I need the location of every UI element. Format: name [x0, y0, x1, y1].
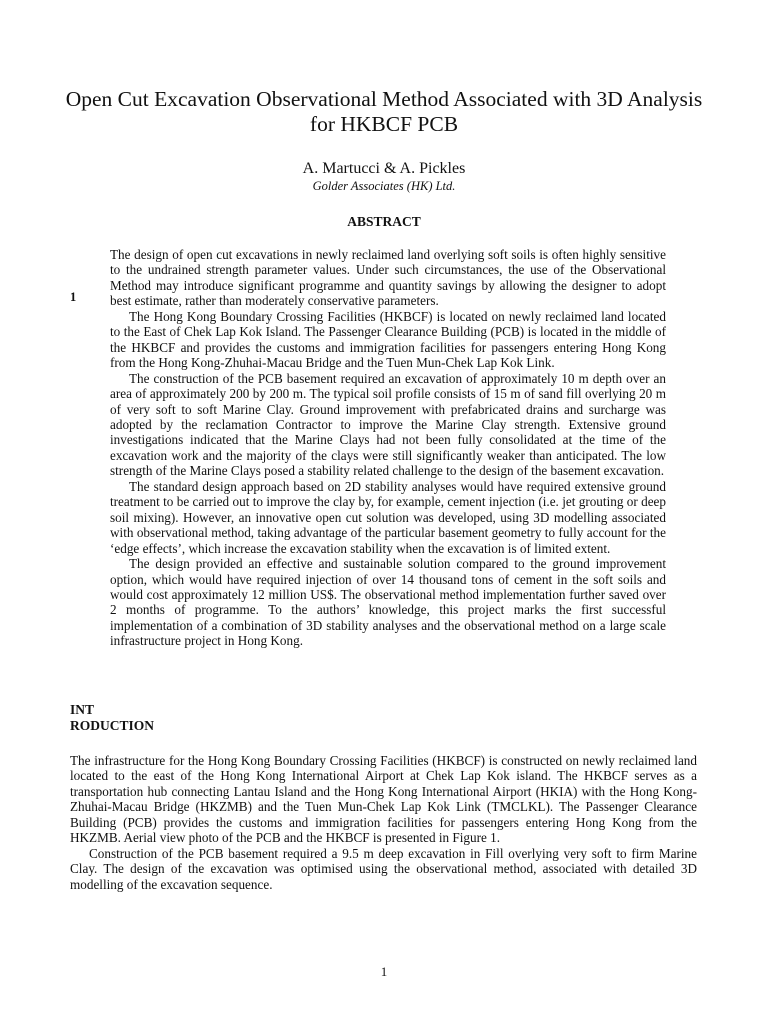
abstract-paragraph: The design provided an effective and sustainable solution compared to the ground improvement option, which would have required injection of over 14 thousand tons of cement in the soft soils and would cost approximately 12 million US$. The observational method implementation further saved over 2 months of programme. To the authors’ knowledge, this project marks the first successful implementation of a combination of 3D stability analyses and the observational method on a large scale infrastructure project in Hong Kong. — [110, 556, 666, 649]
introduction-body — [70, 753, 697, 892]
introduction-heading — [70, 702, 154, 734]
paper-authors: A. Martucci & A. Pickles — [302, 160, 466, 177]
abstract-paragraph: The standard design approach based on 2D stability analyses would have required extensive ground treatment to be carried out to improve the clay by, for example, cement injection (i.e. jet grouting or deep soil mixing). However, an innovative open cut solution was developed, using 3D modelling associated with observational method, taking advantage of the particular basement geometry to fully account for the ‘edge effects’, which increase the excavation stability when the excavation is of limited extent. — [110, 478, 666, 556]
abstract-heading: ABSTRACT — [347, 214, 421, 229]
introduction-paragraph: Construction of the PCB basement required a 9.5 m deep excavation in Fill overlying very soft to firm Marine Clay. The design of the excavation was optimised using the observational method, associated with detailed 3D modelling of the excavation sequence. — [70, 845, 697, 892]
introduction-heading-line: RODUCTION — [70, 718, 155, 733]
abstract-paragraph: The design of open cut excavations in newly reclaimed land overlying soft soils is often highly sensitive to the undrained strength parameter values. Under such circumstances, the use of the Observational Method may introduce significant programme and quantity savings by allowing the designer to adopt best estimate, rather than moderately conservative parameters. — [110, 247, 666, 309]
introduction-heading-line: INT — [70, 702, 95, 717]
page-number: 1 — [380, 964, 388, 979]
abstract-paragraph: The construction of the PCB basement required an excavation of approximately 10 m depth over an area of approximately 200 by 200 m. The typical soil profile consists of 15 m of sand fill overlying 20 m of very soft to soft Marine Clay. Ground improvement with prefabricated drains and surcharge was adopted by the reclamation Contractor to improve the Marine Clay strength. Extensive ground investigations indicated that the Marine Clays had not been fully consolidated at the time of the excavation work and the majority of the clays were still significantly weaker than anticipated. The low strength of the Marine Clays posed a stability related challenge to the design of the basement excavation. — [110, 370, 666, 479]
introduction-paragraph: The infrastructure for the Hong Kong Boundary Crossing Facilities (HKBCF) is constructed on newly reclaimed land located to the east of the Hong Kong International Airport at Chek Lap Kok island. The HKBCF serves as a transportation hub connecting Lantau Island and the Hong Kong International Airport (HKIA) with the Hong Kong-Zhuhai-Macau Bridge (HKZMB) and the Tuen Mun-Chek Lap Kok Link (TMCLKL). The Passenger Clearance Building (PCB) provides the customs and immigration facilities for passengers entering Hong Kong from the HKZMB. Aerial view photo of the PCB and the HKBCF is presented in Figure 1. — [70, 753, 697, 846]
abstract-paragraph: The Hong Kong Boundary Crossing Facilities (HKBCF) is located on newly reclaimed land located to the East of Chek Lap Kok Island. The Passenger Clearance Building (PCB) is located in the middle of the HKBCF and provides the customs and immigration facilities for passengers entering Hong Kong from the Hong Kong-Zhuhai-Macau Bridge and the Tuen Mun-Chek Lap Kok Link. — [110, 308, 666, 371]
paper-title: Open Cut Excavation Observational Method Associated with 3D Analysis for HKBCF PCB — [65, 87, 703, 136]
abstract-body — [110, 247, 666, 649]
paper-affiliation: Golder Associates (HK) Ltd. — [312, 179, 456, 193]
margin-line-number: 1 — [70, 290, 77, 304]
